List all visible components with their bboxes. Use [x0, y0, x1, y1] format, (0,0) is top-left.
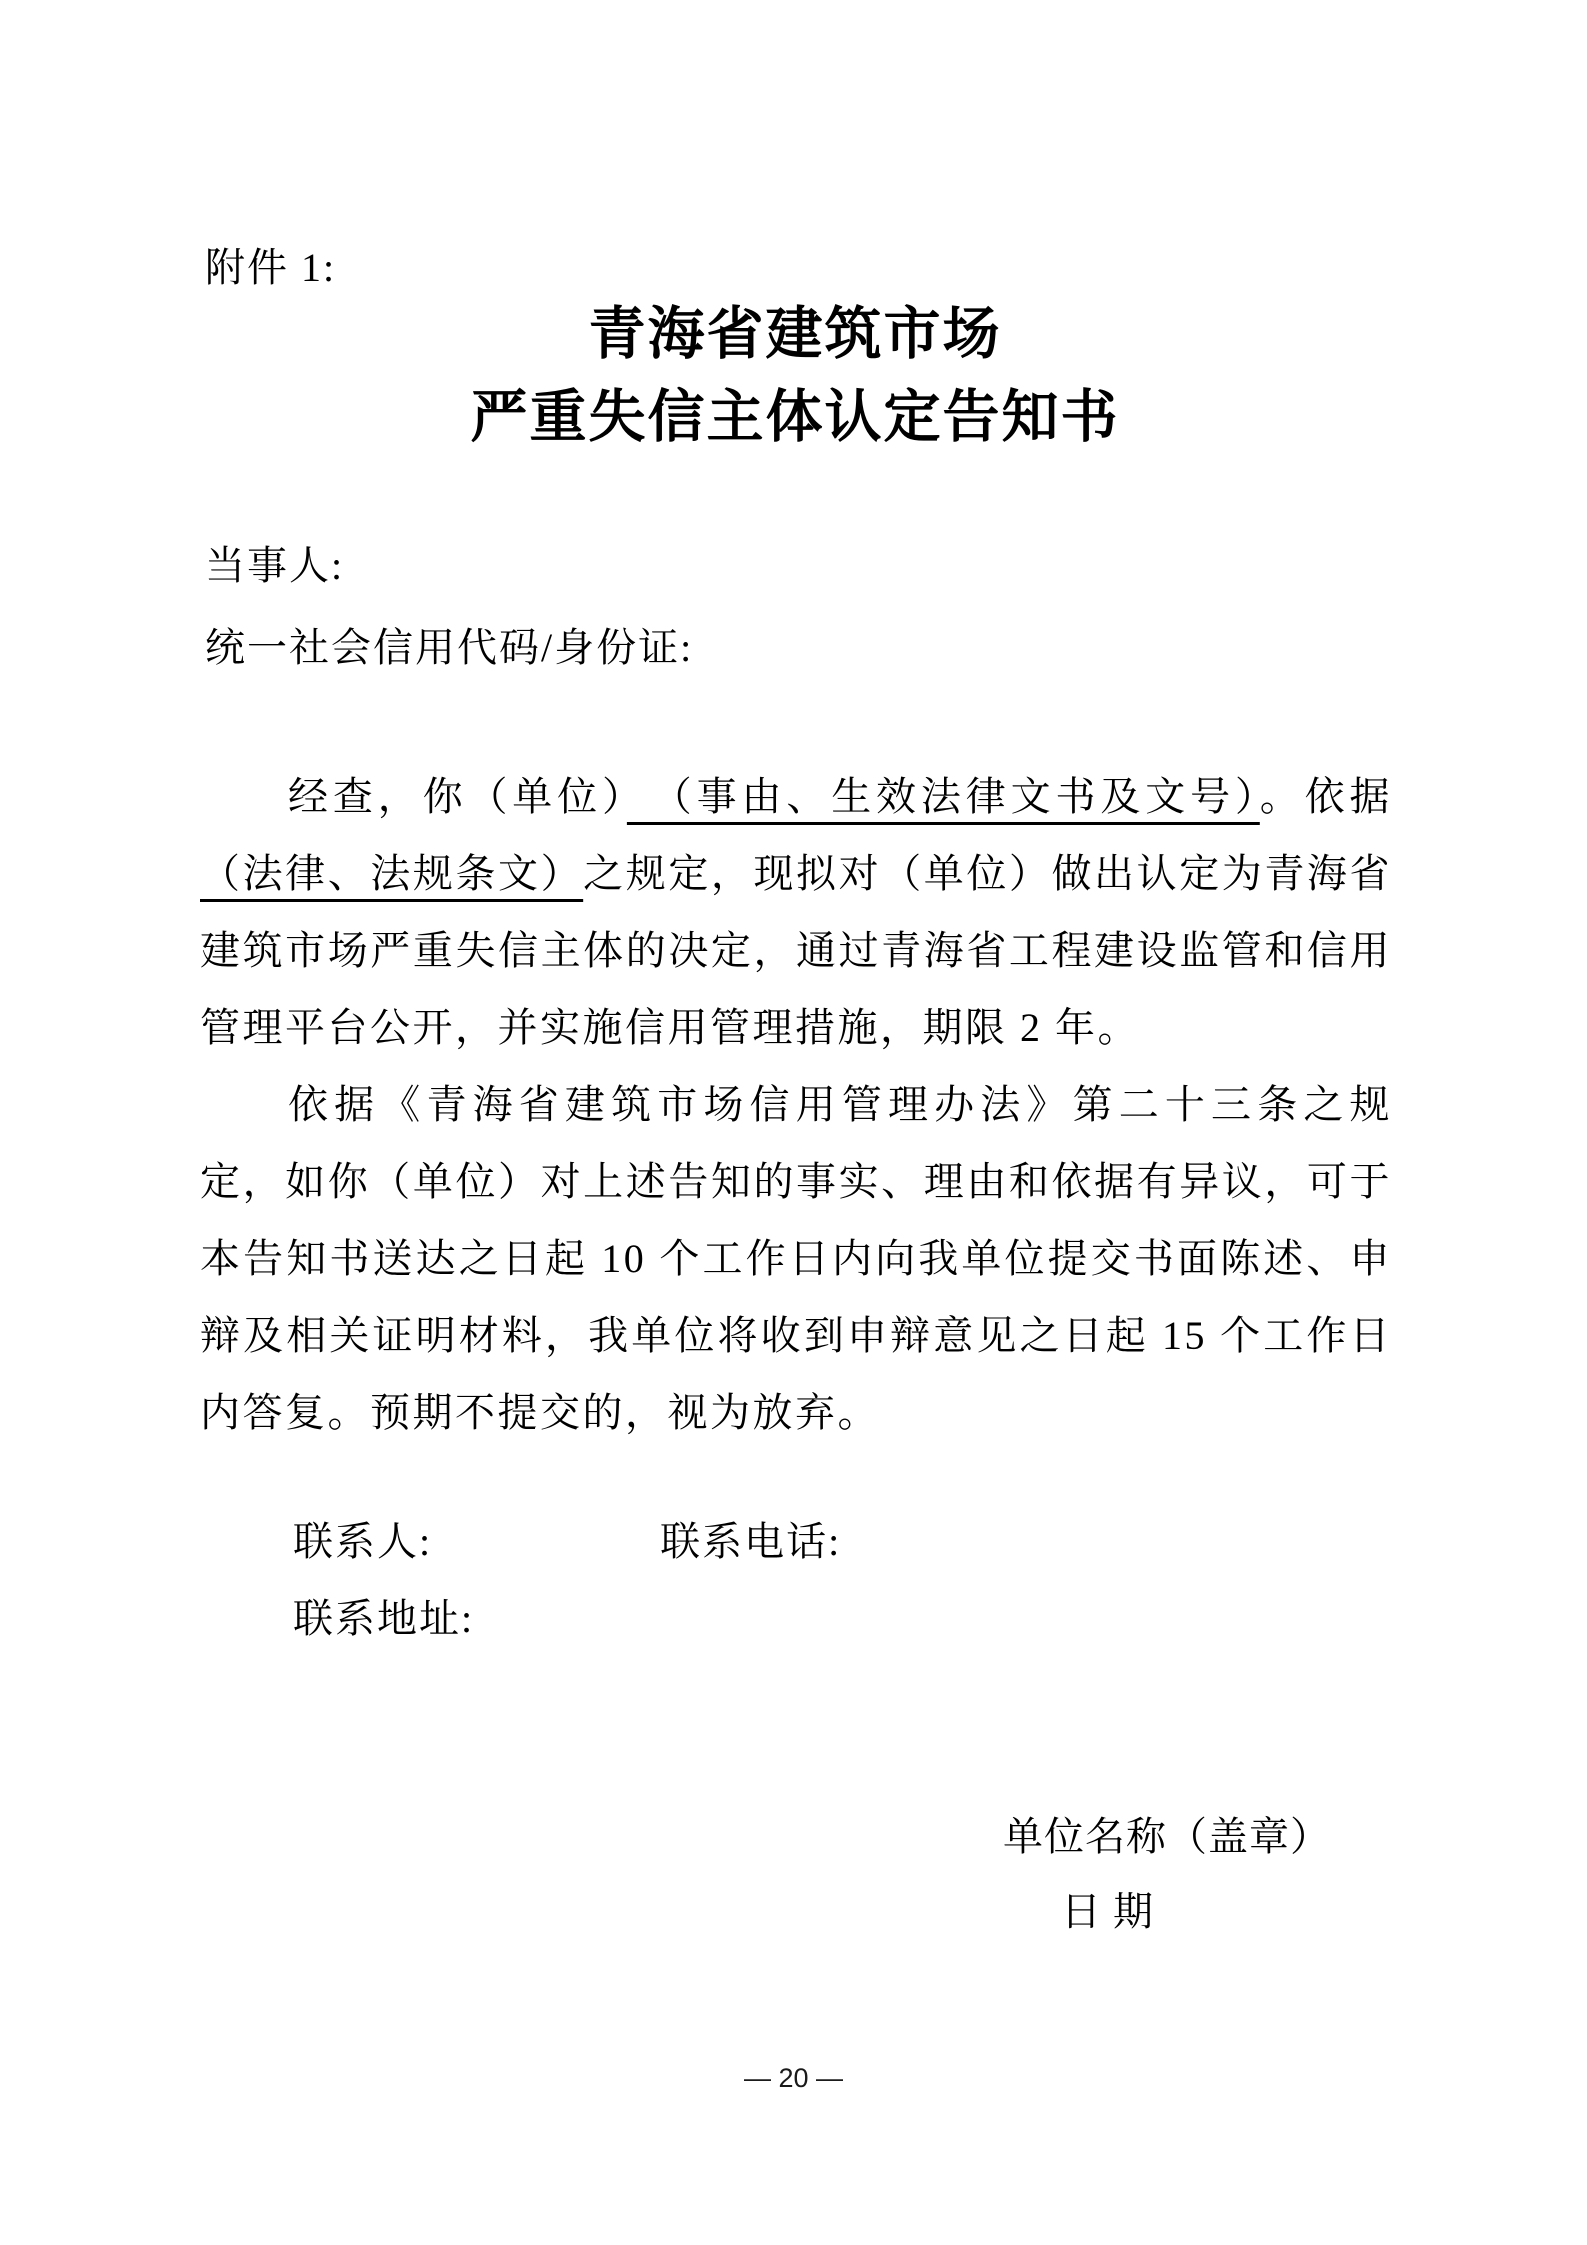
contact-line-1: [205, 1503, 1395, 1580]
body-paragraph-2: 依据《青海省建筑市场信用管理办法》第二十三条之规定，如你（单位）对上述告知的事实、理由和依据有异议，可于本告知书送达之日起 10 个工作日内向我单位提交书面陈述、申辩及相关证明材料，我单位将收到申辩意见之日起 15 个工作日内答复。预期不提交的，视为放弃。: [200, 1082, 1392, 1435]
contact-person-label: 联系人:: [293, 1519, 433, 1564]
signature-block: [1003, 1799, 1331, 1949]
underline-blank-cause-field: （事由、生效法律文书及文号）: [626, 774, 1260, 819]
contact-phone-label: 联系电话:: [660, 1519, 842, 1564]
contact-address-label: 联系地址:: [293, 1596, 475, 1641]
date-label: 日 期: [1061, 1889, 1154, 1934]
body-text: [200, 758, 1392, 1451]
paragraph1-segment: 经查，你（单位）: [288, 774, 627, 819]
paragraph1-segment: 。依据: [1259, 774, 1393, 819]
underline-blank-law-field: （法律、法规条文）: [200, 851, 584, 896]
credit-code-label: 统一社会信用代码/身份证:: [205, 625, 694, 670]
title-line-2: 严重失信主体认定告知书: [470, 386, 1120, 449]
org-name-seal-label: 单位名称（盖章）: [1003, 1814, 1331, 1859]
contact-line-2: [205, 1580, 1395, 1657]
page-number: — 20 —: [743, 2063, 844, 2093]
paragraph1-segment: 之规定，现拟对（单位）做出认定为青海省建筑市场严重失信主体的决定，通过青海省工程建设监管和信用管理平台公开，并实施信用管理措施，期限 2 年。: [200, 851, 1393, 1050]
contact-block: [205, 1503, 1395, 1657]
body-paragraph-1: [200, 758, 1392, 1066]
document-title: [200, 293, 1390, 459]
attachment-label: 附件 1:: [205, 245, 337, 290]
party-name-label: 当事人:: [205, 543, 345, 588]
title-line-1: 青海省建筑市场: [588, 303, 1002, 366]
party-info-block: [205, 525, 1395, 689]
